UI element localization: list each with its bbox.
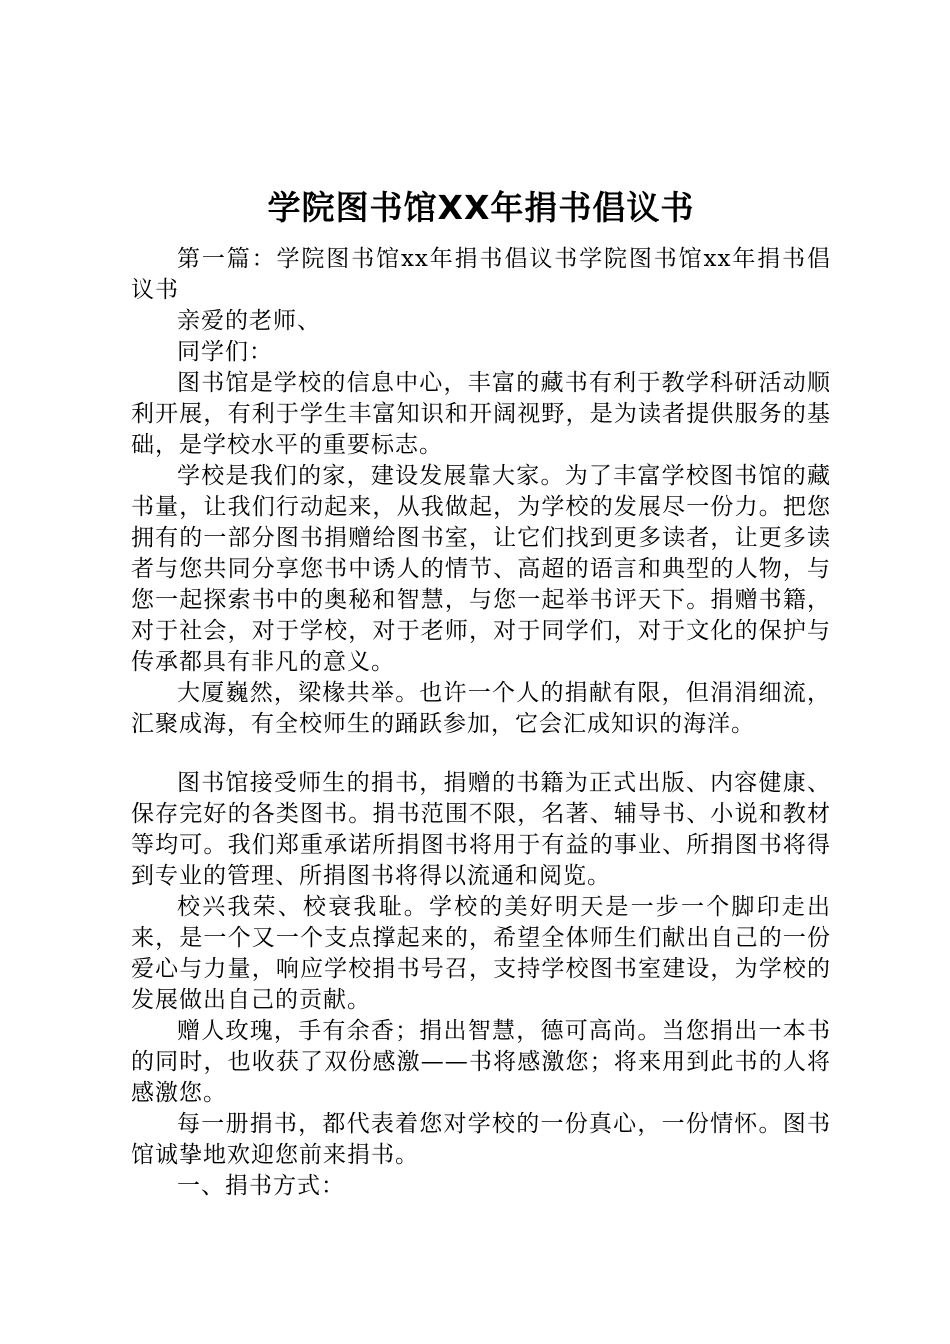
document-title: 学院图书馆XX年捐书倡议书	[267, 188, 695, 227]
paragraph-library-intro: 图书馆是学校的信息中心，丰富的藏书有利于教学科研活动顺利开展，有利于学生丰富知识和开阔视野，是为读者提供服务的基础，是学校水平的重要标志。	[131, 370, 831, 458]
paragraph-call-to-action: 学校是我们的家，建设发展靠大家。为了丰富学校图书馆的藏书量，让我们行动起来，从我做起，为学校的发展尽一份力。把您拥有的一部分图书捐赠给图书室，让它们找到更多读者，让更多读者与您共同分享您书中诱人的情节、高超的语言和典型的人物，与您一起探索书中的奥秘和智慧，与您一起举书评天下。捐赠书籍，对于社会，对于学校，对于老师，对于同学们，对于文化的保护与传承都具有非凡的意义。	[131, 463, 831, 675]
paragraph-heading: 第一篇：学院图书馆xx年捐书倡议书学院图书馆xx年捐书倡议书	[131, 246, 831, 303]
paragraph-welcome: 每一册捐书，都代表着您对学校的一份真心，一份情怀。图书馆诚挚地欢迎您前来捐书。	[131, 1111, 831, 1168]
paragraph-section-heading: 一、捐书方式：	[177, 1173, 345, 1199]
paragraph-salutation-1: 亲爱的老师、	[177, 308, 321, 334]
paragraph-salutation-2: 同学们：	[177, 339, 273, 365]
paragraph-school-pride: 校兴我荣、校衰我耻。学校的美好明天是一步一个脚印走出来，是一个又一个支点撑起来的，希望全体师生们献出自己的一份爱心与力量，响应学校捐书号召，支持学校图书室建设，为学校的发展做出自己的贡献。	[131, 894, 831, 1013]
paragraph-donation-scope: 图书馆接受师生的捐书，捐赠的书籍为正式出版、内容健康、保存完好的各类图书。捐书范围不限，名著、辅导书、小说和教材等均可。我们郑重承诺所捐图书将用于有益的事业、所捐图书将得到专业的管理、所捐图书将得以流通和阅览。	[131, 770, 831, 889]
document-page	[131, 182, 831, 1202]
paragraph-roses: 赠人玫瑰，手有余香；捐出智慧，德可高尚。当您捐出一本书的同时，也收获了双份感激——书将感激您；将来用到此书的人将感激您。	[131, 1018, 831, 1106]
paragraph-collective-effort: 大厦巍然，梁椽共举。也许一个人的捐献有限，但涓涓细流，汇聚成海，有全校师生的踊跃参加，它会汇成知识的海洋。	[131, 680, 831, 737]
